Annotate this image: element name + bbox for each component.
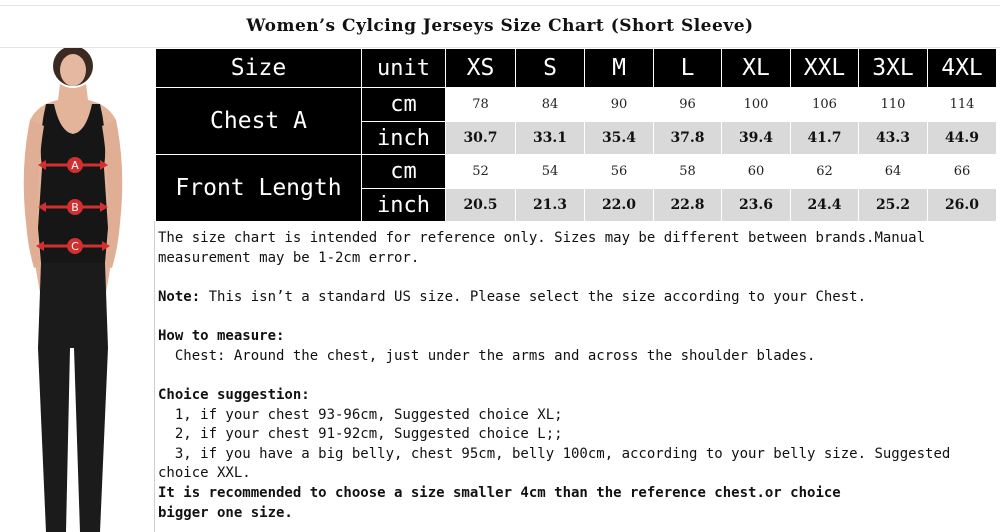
note-text: This isn’t a standard US size. Please select the size according to your Chest. [200,289,867,305]
front-cm-row [156,155,997,189]
table-cell: 54 [516,155,585,189]
chart-title: Women’s Cylcing Jerseys Size Chart (Short Sleeve) [246,16,754,36]
table-cell: 22.8 [654,189,722,222]
note-paragraph [158,288,866,308]
size-3xl: 3XL [859,49,928,88]
label-b: B [71,201,79,214]
table-cell: 58 [654,155,722,189]
unit-cm: cm [362,155,446,189]
table-cell: 52 [446,155,516,189]
size-s: S [516,49,585,88]
table-cell: 84 [516,88,585,122]
disclaimer-line: measurement may be 1-2cm error. [158,250,420,266]
size-m: M [585,49,654,88]
size-l: L [654,49,722,88]
size-4xl: 4XL [928,49,997,88]
unit-cm: cm [362,88,446,122]
table-cell: 33.1 [516,122,585,155]
choice-item: choice XXL. [158,465,251,481]
chest-cm-row [156,88,997,122]
label-a: A [71,159,79,172]
table-cell: 25.2 [859,189,928,222]
unit-header: unit [362,49,446,88]
table-cell: 114 [928,88,997,122]
table-cell: 66 [928,155,997,189]
note-label: Note: [158,289,201,305]
table-cell: 96 [654,88,722,122]
table-cell: 26.0 [928,189,997,222]
table-cell: 60 [722,155,791,189]
recommendation-line: It is recommended to choose a size smaller 4cm than the reference chest.or choice [158,485,841,501]
choice-item: 2, if your chest 91-92cm, Suggested choice L;; [158,426,563,442]
size-xxl: XXL [791,49,859,88]
table-cell: 78 [446,88,516,122]
size-xl: XL [722,49,791,88]
table-cell: 90 [585,88,654,122]
unit-inch: inch [362,122,446,155]
disclaimer-line: The size chart is intended for reference only. Sizes may be different between brands.Manual [158,230,926,246]
size-xs: XS [446,49,516,88]
table-cell: 56 [585,155,654,189]
table-cell: 39.4 [722,122,791,155]
table-cell: 43.3 [859,122,928,155]
table-cell: 37.8 [654,122,722,155]
table-cell: 106 [791,88,859,122]
front-length-group-label: Front Length [156,155,362,222]
notes-section [155,221,1000,532]
size-chart-table [155,48,997,222]
table-cell: 23.6 [722,189,791,222]
table-cell: 44.9 [928,122,997,155]
table-cell: 30.7 [446,122,516,155]
table-cell: 41.7 [791,122,859,155]
how-to-measure-heading: How to measure: [158,328,285,344]
table-cell: 21.3 [516,189,585,222]
choice-item: 3, if you have a big belly, chest 95cm, belly 100cm, according to your belly size. Suggested [158,446,951,462]
table-cell: 35.4 [585,122,654,155]
size-header: Size [156,49,362,88]
how-to-measure-text: Chest: Around the chest, just under the arms and across the shoulder blades. [158,348,816,364]
table-cell: 62 [791,155,859,189]
table-cell: 22.0 [585,189,654,222]
table-cell: 100 [722,88,791,122]
recommendation-line: bigger one size. [158,505,293,521]
header-row [156,49,997,88]
table-cell: 20.5 [446,189,516,222]
choice-suggestion-heading: Choice suggestion: [158,387,310,403]
table-cell: 64 [859,155,928,189]
table-cell: 110 [859,88,928,122]
model-figure [8,48,154,532]
choice-item: 1, if your chest 93-96cm, Suggested choice XL; [158,407,563,423]
unit-inch: inch [362,189,446,222]
chest-group-label: Chest A [156,88,362,155]
label-c: C [71,240,79,253]
table-cell: 24.4 [791,189,859,222]
